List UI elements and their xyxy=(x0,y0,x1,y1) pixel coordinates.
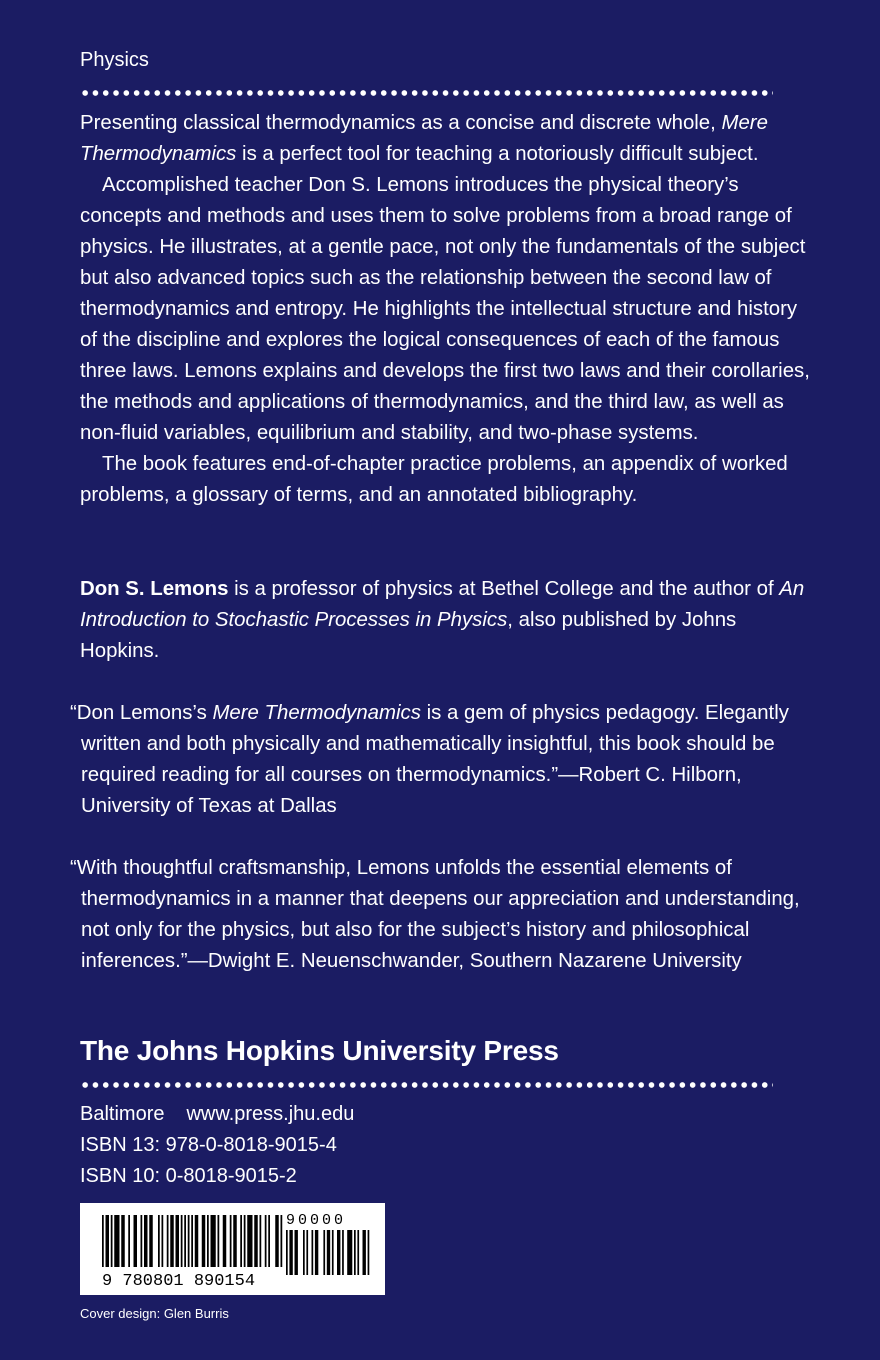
barcode-addon-bar xyxy=(323,1230,325,1275)
barcode-bar xyxy=(158,1215,160,1267)
book-title: Mere Thermodynamics xyxy=(80,112,768,165)
barcode-bar xyxy=(275,1215,279,1267)
endorsement-1-text xyxy=(70,698,810,822)
barcode-main-bars xyxy=(102,1215,282,1267)
barcode-bar xyxy=(144,1215,148,1267)
barcode-addon-bar xyxy=(295,1230,298,1275)
barcode-bar xyxy=(240,1215,242,1267)
barcode-bar xyxy=(254,1215,258,1267)
description-text: Presenting classical thermodynamics as a concise and discrete whole, xyxy=(80,112,722,134)
quote-text: “Don Lemons’s xyxy=(70,702,213,724)
barcode-bar xyxy=(247,1215,252,1267)
barcode-addon-bar xyxy=(347,1230,352,1275)
barcode-bar xyxy=(230,1215,232,1267)
publisher-url: www.press.jhu.edu xyxy=(186,1103,355,1125)
barcode-bar xyxy=(244,1215,246,1267)
barcode-addon-bar xyxy=(312,1230,314,1275)
barcode-bar xyxy=(167,1215,169,1267)
barcode-bar xyxy=(188,1215,190,1267)
barcode-bar xyxy=(281,1215,283,1267)
author-bio-text: , also published by Johns Hopkins. xyxy=(80,609,737,662)
barcode-bar xyxy=(121,1215,125,1267)
dotted-divider-bottom xyxy=(80,1080,773,1090)
barcode-bar xyxy=(176,1215,180,1267)
barcode-addon-bar xyxy=(306,1230,308,1275)
author-bio xyxy=(80,574,810,667)
barcode-bar xyxy=(223,1215,227,1267)
barcode-addon-digits: 90000 xyxy=(286,1212,347,1229)
barcode-addon-bar xyxy=(357,1230,359,1275)
barcode-addon-bar xyxy=(327,1230,330,1275)
barcode-addon-bar xyxy=(342,1230,344,1275)
barcode-addon-bar xyxy=(354,1230,356,1275)
description-paragraph-3: The book features end-of-chapter practice problems, an appendix of worked problems, a glossary of terms, and an annotated bibliography. xyxy=(80,453,788,506)
barcode-addon-bar xyxy=(368,1230,370,1275)
description-paragraph-1 xyxy=(80,108,810,170)
barcode-bar xyxy=(195,1215,199,1267)
author-book-title: An Introduction to Stochastic Processes in Physics xyxy=(80,578,805,631)
barcode-addon-bar xyxy=(332,1230,334,1275)
description-text: is a perfect tool for teaching a notoriously difficult subject. xyxy=(236,143,759,165)
barcode-bar xyxy=(106,1215,110,1267)
barcode-bar xyxy=(114,1215,119,1267)
barcode-addon-bar xyxy=(303,1230,305,1275)
author-bio-paragraph xyxy=(80,574,810,667)
isbn-10: ISBN 10: 0-8018-9015-2 xyxy=(80,1165,297,1187)
barcode-digits: 9 780801 890154 xyxy=(102,1272,256,1291)
quote-text: is a gem of physics pedagogy. Elegantly written and both physically and mathematically insightful, this book should be required reading for all courses on thermodynamics.”—Robert C. Hilborn, University of Texas at Dallas xyxy=(81,702,789,817)
barcode-bar xyxy=(149,1215,153,1267)
quote-book-title: Mere Thermodynamics xyxy=(212,702,421,724)
dotted-divider-top xyxy=(80,88,773,98)
barcode-bar xyxy=(233,1215,237,1267)
barcode-bar xyxy=(128,1215,130,1267)
barcode-bar xyxy=(184,1215,186,1267)
barcode-bar xyxy=(191,1215,193,1267)
barcode-addon-bar xyxy=(337,1230,340,1275)
publisher-name: The Johns Hopkins University Press xyxy=(80,1035,559,1066)
barcode-bar xyxy=(265,1215,267,1267)
barcode-bar xyxy=(207,1215,209,1267)
barcode-bar xyxy=(211,1215,216,1267)
endorsement-2 xyxy=(70,853,810,977)
barcode-bar xyxy=(260,1215,262,1267)
barcode-bar xyxy=(218,1215,220,1267)
endorsement-2-text: “With thoughtful craftsmanship, Lemons unfolds the essential elements of thermodynamics in a manner that deepens our appreciation and understanding, not only for the physics, but also for the subject’s history and philosophical inferences.”—Dwight E. Neuenschwander, Southern Nazarene University xyxy=(70,857,800,972)
barcode-addon-bar xyxy=(363,1230,366,1275)
author-name: Don S. Lemons xyxy=(80,578,229,600)
barcode-addon-bar xyxy=(315,1230,318,1275)
barcode-bar xyxy=(111,1215,113,1267)
publisher-city: Baltimore xyxy=(80,1103,165,1125)
barcode-bar xyxy=(102,1215,104,1267)
author-bio-text: is a professor of physics at Bethel College and the author of xyxy=(228,578,780,600)
barcode xyxy=(80,1203,385,1295)
description-paragraph-2: Accomplished teacher Don S. Lemons introduces the physical theory’s concepts and methods and uses them to solve problems from a broad range of physics. He illustrates, at a gentle pace, not only the fundamentals of the subject but also advanced topics such as the relationship between the second law of thermodynamics and entropy. He highlights the intellectual structure and history of the discipline and explores the logical consequences of each of the famous three laws. Lemons explains and develops the first two laws and their corollaries, the methods and applications of thermodynamics, and the third law, as well as non-fluid variables, equilibrium and stability, and two-phase systems. xyxy=(80,174,810,444)
barcode-bar xyxy=(181,1215,183,1267)
barcode-addon-bar xyxy=(289,1230,292,1275)
endorsement-1 xyxy=(70,698,810,822)
isbn-13: ISBN 13: 978-0-8018-9015-4 xyxy=(80,1134,337,1156)
category-label: Physics xyxy=(80,49,149,71)
barcode-bar xyxy=(141,1215,143,1267)
barcode-graphic xyxy=(80,1203,385,1295)
description xyxy=(80,108,810,511)
barcode-bar xyxy=(268,1215,270,1267)
barcode-addon-bars xyxy=(286,1230,369,1275)
barcode-bar xyxy=(170,1215,174,1267)
barcode-addon-bar xyxy=(286,1230,288,1275)
barcode-bar xyxy=(162,1215,164,1267)
barcode-bar xyxy=(202,1215,206,1267)
barcode-bar xyxy=(134,1215,138,1267)
cover-design-credit: Cover design: Glen Burris xyxy=(80,1306,229,1321)
publisher-location-line xyxy=(80,1099,354,1130)
